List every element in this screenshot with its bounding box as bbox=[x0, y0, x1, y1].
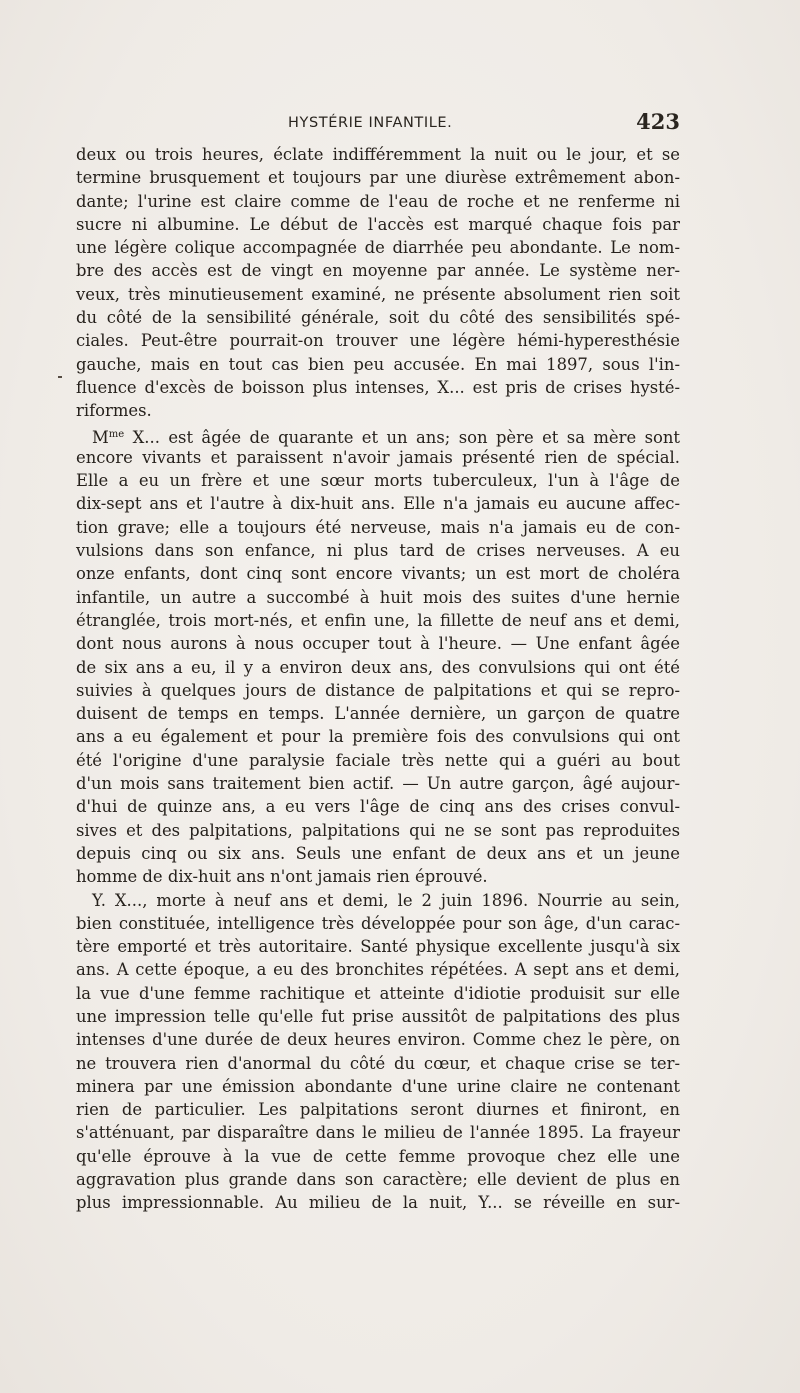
text-line: dix-sept ans et l'autre à dix-huit ans. Elle n'a jamais eu aucune affec- bbox=[76, 494, 680, 514]
text-line: duisent de temps en temps. L'année dernière, un garçon de quatre bbox=[76, 704, 680, 724]
text-line: intenses d'une durée de deux heures environ. Comme chez le père, on bbox=[76, 1030, 680, 1050]
text-line: vulsions dans son enfance, ni plus tard de crises nerveuses. A eu bbox=[76, 541, 680, 561]
page-header bbox=[76, 109, 680, 139]
text-line: sives et des palpitations, palpitations qui ne se sont pas reproduites bbox=[76, 820, 680, 840]
text-line: de six ans a eu, il y a environ deux ans, des convulsions qui ont été bbox=[76, 657, 680, 677]
text-line: la vue d'une femme rachitique et atteinte d'idiotie produisit sur elle bbox=[76, 983, 680, 1003]
text-line: fluence d'excès de boisson plus intenses, X... est pris de crises hysté- bbox=[76, 377, 680, 397]
text-line: deux ou trois heures, éclate indifféremment la nuit ou le jour, et se bbox=[76, 145, 680, 164]
text-line: homme de dix-huit ans n'ont jamais rien éprouvé. bbox=[76, 867, 488, 887]
text-line: du côté de la sensibilité générale, soit du côté des sensibilités spé- bbox=[76, 308, 680, 328]
running-title: HYSTÉRIE INFANTILE. bbox=[288, 115, 453, 131]
text-line: suivies à quelques jours de distance de palpitations et qui se repro- bbox=[76, 680, 680, 700]
text-line: infantile, un autre a succombé à huit mois des suites d'une hernie bbox=[76, 587, 680, 607]
text-line: Elle a eu un frère et une sœur morts tuberculeux, l'un à l'âge de bbox=[76, 471, 680, 491]
text-line: sucre ni albumine. Le début de l'accès est marqué chaque fois par bbox=[76, 214, 680, 234]
text-line: minera par une émission abondante d'une urine claire ne contenant bbox=[76, 1076, 680, 1096]
text-line: aggravation plus grande dans son caractère; elle devient de plus en bbox=[76, 1170, 680, 1190]
text-line: tère emporté et très autoritaire. Santé physique excellente jusqu'à six bbox=[76, 937, 680, 957]
text-line: encore vivants et paraissent n'avoir jamais présenté rien de spécial. bbox=[76, 447, 680, 467]
mme-superscript: me bbox=[108, 428, 125, 440]
mme-prefix: M bbox=[92, 427, 109, 447]
text-line: rien de particulier. Les palpitations seront diurnes et finiront, en bbox=[76, 1100, 680, 1120]
text-line: veux, très minutieusement examiné, ne présente absolument rien soit bbox=[76, 284, 680, 304]
text-line: ciales. Peut-être pourrait-on trouver une légère hémi-hyperesthésie bbox=[76, 331, 680, 351]
text-line: qu'elle éprouve à la vue de cette femme provoque chez elle une bbox=[76, 1146, 680, 1166]
text-line: étranglée, trois mort-nés, et enfin une, la fillette de neuf ans et demi, bbox=[76, 610, 680, 630]
text-line: une impression telle qu'elle fut prise aussitôt de palpitations des plus bbox=[76, 1006, 680, 1026]
margin-mark bbox=[58, 376, 62, 378]
text-line: bre des accès est de vingt en moyenne par année. Le système ner- bbox=[76, 261, 680, 281]
text-line: plus impressionnable. Au milieu de la nuit, Y... se réveille en sur- bbox=[76, 1193, 680, 1213]
text-line: riformes. bbox=[76, 401, 152, 421]
text-line: ans. A cette époque, a eu des bronchites répétées. A sept ans et demi, bbox=[76, 960, 680, 980]
text-line: dante; l'urine est claire comme de l'eau de roche et ne renferme ni bbox=[76, 191, 680, 211]
text-line-mme bbox=[76, 423, 680, 446]
text-line: termine brusquement et toujours par une diurèse extrêmement abon- bbox=[76, 168, 680, 188]
text-line: d'hui de quinze ans, a eu vers l'âge de cinq ans des crises convul- bbox=[76, 797, 680, 817]
text-line: onze enfants, dont cinq sont encore vivants; un est mort de choléra bbox=[76, 564, 680, 584]
text-line: une légère colique accompagnée de diarrhée peu abondante. Le nom- bbox=[76, 238, 680, 258]
text-line: gauche, mais en tout cas bien peu accusée. En mai 1897, sous l'in- bbox=[76, 354, 680, 374]
text-line: depuis cinq ou six ans. Seuls une enfant de deux ans et un jeune bbox=[76, 843, 680, 863]
text-line: été l'origine d'une paralysie faciale très nette qui a guéri au bout bbox=[76, 750, 680, 770]
text-line: Y. X..., morte à neuf ans et demi, le 2 juin 1896. Nourrie au sein, bbox=[92, 890, 680, 910]
text-line: d'un mois sans traitement bien actif. — Un autre garçon, âgé aujour- bbox=[76, 774, 680, 794]
text-line: tion grave; elle a toujours été nerveuse, mais n'a jamais eu de con- bbox=[76, 517, 680, 537]
text-line: ne trouvera rien d'anormal du côté du cœur, et chaque crise se ter- bbox=[76, 1053, 680, 1073]
text-line: ans a eu également et pour la première fois des convulsions qui ont bbox=[76, 727, 680, 747]
text-line: s'atténuant, par disparaître dans le milieu de l'année 1895. La frayeur bbox=[76, 1123, 680, 1143]
text-line: dont nous aurons à nous occuper tout à l'heure. — Une enfant âgée bbox=[76, 634, 680, 654]
page-number: 423 bbox=[636, 109, 680, 134]
mme-rest: X... est âgée de quarante et un ans; son père et sa mère sont bbox=[124, 427, 680, 447]
body-text bbox=[76, 143, 680, 1215]
text-line: bien constituée, intelligence très développée pour son âge, d'un carac- bbox=[76, 913, 680, 933]
